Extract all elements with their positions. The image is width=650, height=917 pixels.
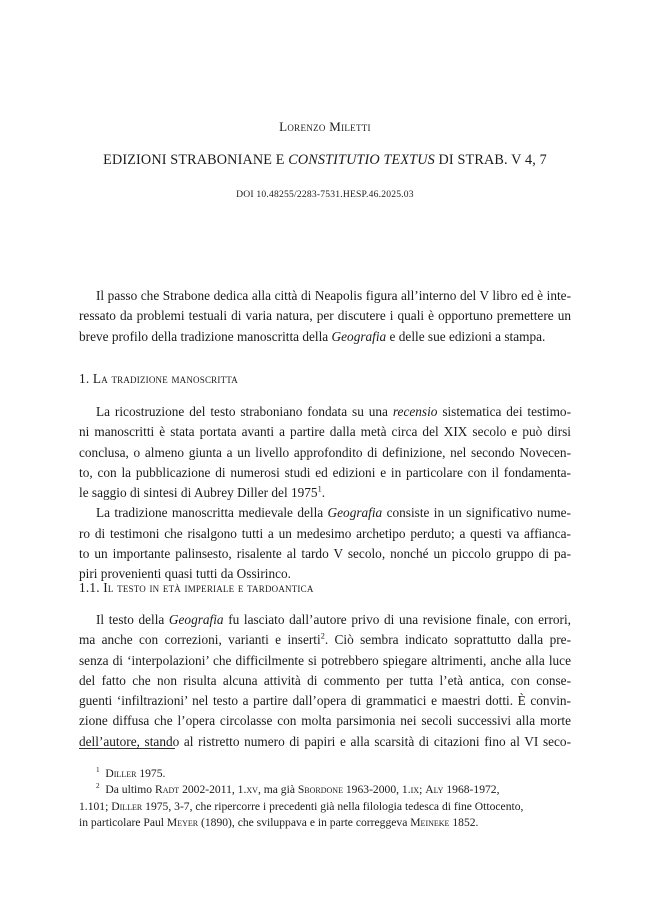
paragraph-line: zione diffusa che l’opera circolasse con molta parsimonia nei secoli successivi alla morte [79, 713, 571, 729]
text-run: 1.101; [79, 799, 112, 813]
paragraph-line: to un importante palinsesto, risalente al tardo V secolo, nonché un piccolo gruppo di pa- [79, 546, 571, 562]
footnote-text: Diller 1975. [105, 767, 166, 780]
paragraph-line: conclusa, o almeno giunta a un livello approfondito di definizione, nel secondo Novecen- [79, 444, 571, 460]
author-ref: Sbordone [297, 783, 343, 797]
footnote-ref[interactable]: 1 [317, 484, 322, 494]
text-run: La tradizione manoscritta medievale della [96, 505, 328, 521]
footnote-2-line-1 [79, 782, 571, 798]
roman-numeral: xv [246, 783, 258, 797]
text-run: ma anche con correzioni, varianti e inserti [79, 632, 321, 648]
paragraph-line: piri provenienti quasi tutti da Ossirinco. [79, 566, 291, 582]
italic-text: Geografia [327, 505, 383, 521]
paragraph-line: senza di ‘interpolazioni’ che difficilmente si potrebbero spiegare altrimenti, anche alla luce [79, 652, 571, 668]
footnote-1 [79, 766, 571, 782]
paragraph-line [79, 327, 571, 347]
footnote-divider [79, 748, 175, 749]
paragraph-line: ressato da problemi testuali di varia natura, per discutere i quali è opportuno premettere un [79, 308, 571, 324]
roman-numeral: ix [410, 783, 420, 797]
text-run: sistematica dei testimo- [437, 404, 571, 419]
text-run: . [321, 485, 326, 501]
paragraph-line [79, 402, 571, 422]
paragraph-line: dell’autore, stando al ristretto numero di papiri e alla scarsità di citazioni fino al VI seco- [79, 733, 571, 749]
paragraph-line [79, 630, 571, 650]
paragraph-line: ro di testimoni che risalgono tutti a un medesimo archetipo perduto; a questi va affianca- [79, 525, 571, 541]
paragraph-line: to, con la pubblicazione di numerosi studi ed edizioni e in particolare con il fondamenta- [79, 464, 571, 480]
text-run: 1963-2000, 1. [342, 783, 411, 797]
text-run: 1852. [449, 815, 479, 829]
title-part-2: DI STRAB. V 4, 7 [434, 152, 547, 168]
paragraph-line: Il passo che Strabone dedica alla città di Neapolis figura all’interno del V libro ed è inte- [96, 288, 571, 303]
text-run: consiste in un significativo nume- [382, 505, 571, 521]
title-italic: CONSTITUTIO TEXTUS [288, 152, 435, 168]
author-ref: Aly [425, 783, 444, 797]
paragraph-line: ni manoscritti è stata portata avanti a partire dalla metà circa del XIX secolo e può dirsi [79, 424, 571, 440]
italic-text: recensio [392, 404, 438, 419]
section-heading: 1. La tradizione manoscritta [79, 371, 238, 386]
author-ref: Meineke [410, 815, 450, 829]
text-run: le saggio di sintesi di Aubrey Diller del 1975 [79, 485, 318, 501]
paragraph-line [79, 610, 571, 630]
text-run: 2002-2011, 1. [179, 783, 247, 797]
paragraph-line [79, 503, 571, 523]
text-run: Il testo della [96, 612, 169, 627]
text-run: breve profilo della tradizione manoscritta della [79, 328, 332, 344]
subsection-heading: 1.1. Il testo in età imperiale e tardoantica [79, 580, 314, 595]
author-name: Lorenzo Miletti [279, 119, 371, 134]
paragraph-line: del fatto che non risulta alcuna attività di commento per tutta l’età antica, con conse- [79, 672, 571, 688]
footnotes [79, 766, 571, 831]
text-run: (1890), che sviluppava e in parte correggeva [198, 815, 411, 829]
footnote-number: 1 [96, 766, 100, 775]
doi-line: DOI 10.48255/2283-7531.HESP.46.2025.03 [236, 189, 414, 200]
article-title [0, 152, 650, 169]
author-ref: Meyer [166, 815, 199, 829]
paragraph-line [79, 483, 571, 503]
text-run: 1975, 3-7, che ripercorre i precedenti già nella filologia tedesca di fine Ottocento, [142, 799, 524, 813]
text-run: . Ciò sembra indicato soprattutto dalla pre- [324, 632, 571, 648]
intro-paragraph [79, 286, 571, 347]
title-part-1: EDIZIONI STRABONIANE E [103, 152, 289, 168]
text-run: Da ultimo [105, 783, 155, 797]
section2-body [79, 610, 571, 752]
text-run: fu lasciato dall’autore privo di una revisione finale, con errori, [223, 612, 571, 627]
footnote-2-line-3 [79, 815, 571, 831]
footnote-ref[interactable]: 2 [320, 631, 325, 641]
text-run: in particolare Paul [79, 815, 167, 829]
footnote-2-line-2 [79, 799, 571, 815]
section1-body [79, 402, 571, 585]
italic-text: Geografia [331, 328, 387, 344]
paragraph-line: guenti ‘infiltrazioni’ nel testo a partire dall’opera di grammatici e maestri dotti. È convin- [79, 693, 571, 709]
text-run: La ricostruzione del testo straboniano fondata su una [96, 404, 393, 419]
footnote-number: 2 [96, 782, 100, 791]
author-ref: Radt [154, 783, 180, 797]
text-run: e delle sue edizioni a stampa. [386, 328, 546, 344]
author-ref: Diller [111, 799, 143, 813]
text-run: 1968-1972, [443, 783, 500, 797]
text-run: , ma già [257, 783, 298, 797]
text-run: ; [419, 783, 426, 797]
italic-text: Geografia [168, 612, 224, 627]
